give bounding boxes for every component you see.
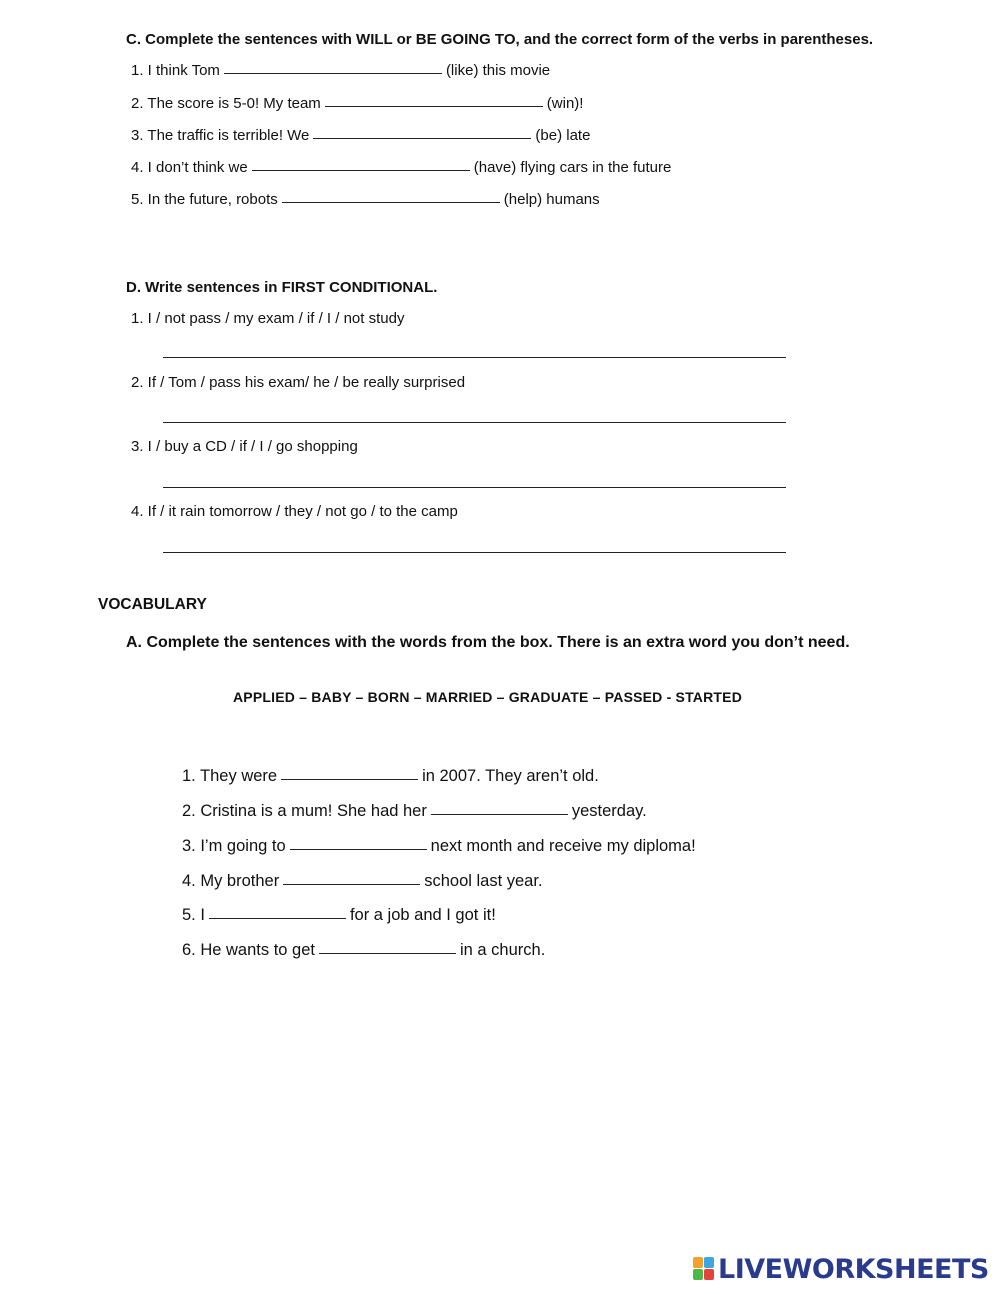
section-c-title: C. Complete the sentences with WILL or BE GOING TO, and the correct form of the verbs in parentheses.: [126, 31, 874, 48]
section-d-item: 1. I / not pass / my exam / if / I / not study: [131, 310, 405, 327]
section-c-item: 1. I think Tom (like) this movie: [131, 62, 551, 79]
section-d-title: D. Write sentences in FIRST CONDITIONAL.: [126, 279, 438, 296]
answer-blank[interactable]: [209, 917, 346, 919]
answer-blank[interactable]: [325, 105, 543, 107]
answer-blank[interactable]: [313, 137, 531, 139]
section-d-item: 2. If / Tom / pass his exam/ he / be really surprised: [131, 374, 466, 391]
answer-line[interactable]: [163, 357, 786, 358]
vocabulary-item: 1. They were in 2007. They aren’t old.: [182, 767, 599, 785]
vocabulary-item: 5. I for a job and I got it!: [182, 906, 496, 924]
answer-line[interactable]: [163, 552, 786, 553]
vocabulary-item: 6. He wants to get in a church.: [182, 941, 546, 959]
section-c-item: 5. In the future, robots (help) humans: [131, 191, 600, 208]
section-c-item: 2. The score is 5-0! My team (win)!: [131, 95, 584, 112]
vocabulary-heading: VOCABULARY: [98, 596, 207, 613]
logo-text: LIVEWORKSHEETS: [718, 1253, 989, 1285]
answer-blank[interactable]: [290, 848, 427, 850]
answer-blank[interactable]: [252, 169, 470, 171]
section-d-item: 4. If / it rain tomorrow / they / not go / to the camp: [131, 503, 458, 520]
answer-blank[interactable]: [281, 778, 418, 780]
vocabulary-item: 3. I’m going to next month and receive my diploma!: [182, 837, 696, 855]
vocabulary-item: 4. My brother school last year.: [182, 872, 543, 890]
section-c-item: 3. The traffic is terrible! We (be) late: [131, 127, 591, 144]
vocabulary-item: 2. Cristina is a mum! She had her yesterday.: [182, 802, 647, 820]
answer-line[interactable]: [163, 422, 786, 423]
answer-line[interactable]: [163, 487, 786, 488]
vocabulary-a-title: A. Complete the sentences with the words from the box. There is an extra word you don’t need.: [126, 634, 850, 651]
section-d-item: 3. I / buy a CD / if / I / go shopping: [131, 438, 358, 455]
answer-blank[interactable]: [282, 201, 500, 203]
liveworksheets-logo-icon: [693, 1257, 715, 1281]
answer-blank[interactable]: [224, 72, 442, 74]
answer-blank[interactable]: [319, 952, 456, 954]
answer-blank[interactable]: [431, 813, 568, 815]
answer-blank[interactable]: [283, 883, 420, 885]
word-box: APPLIED – BABY – BORN – MARRIED – GRADUATE – PASSED - STARTED: [233, 689, 743, 705]
liveworksheets-logo: [693, 1255, 989, 1283]
section-c-item: 4. I don’t think we (have) flying cars in the future: [131, 159, 672, 176]
